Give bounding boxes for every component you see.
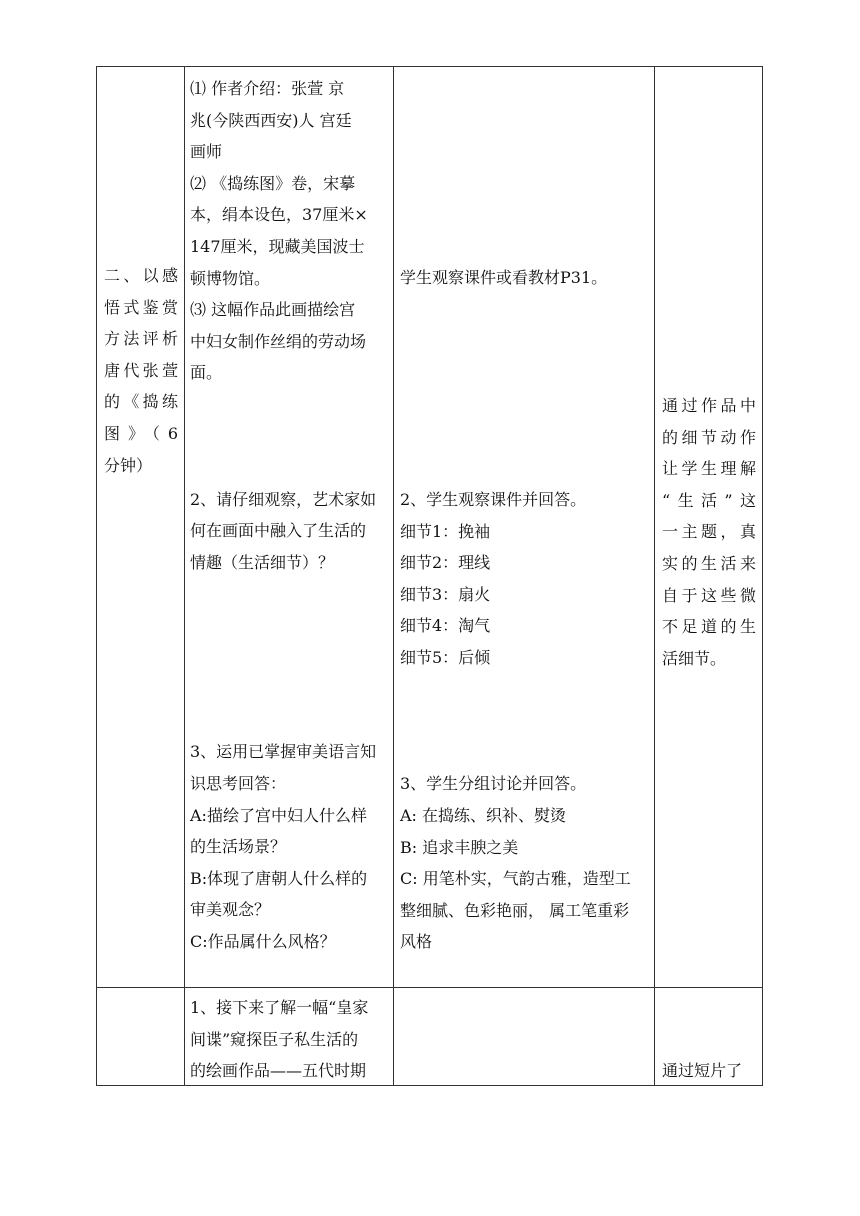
design-intent-cell xyxy=(662,390,756,674)
teacher-line: 147厘米，现藏美国波士 xyxy=(190,236,365,256)
intent-line: 一主题，真 xyxy=(662,522,756,542)
spacer xyxy=(400,737,650,769)
spacer xyxy=(190,579,390,611)
table-column-divider-3 xyxy=(654,66,655,1086)
teacher-line: 何在画面中融入了生活的 xyxy=(190,521,367,541)
teacher-activity-cell xyxy=(190,73,390,958)
teacher-line: 情趣（生活细节）？ xyxy=(190,552,335,572)
intent-line: 通过作品中 xyxy=(662,396,756,415)
intent-line: “生活”这 xyxy=(662,490,756,510)
stage-title-line: 的《捣练 xyxy=(104,392,178,412)
stage-title-line: 悟式鉴赏 xyxy=(104,297,178,317)
student-line: 细节1：挽袖 xyxy=(400,521,491,541)
teacher-line: 顿博物馆。 xyxy=(190,268,271,288)
table-column-divider-2 xyxy=(393,66,394,1086)
student-line: 整细腻、色彩艳丽， 属工笔重彩 xyxy=(400,900,630,920)
student-line: C: 用笔朴实，气韵古雅，造型工 xyxy=(400,869,631,889)
intent-line: 让学生理解 xyxy=(662,459,756,479)
teacher-line: 面。 xyxy=(190,363,223,383)
teacher-line: ⑴ 作者介绍：张萱 京 xyxy=(190,79,345,98)
teacher-line: 的生活场景？ xyxy=(190,837,287,857)
teacher-line: 间谍”窥探臣子私生活的 xyxy=(190,1029,359,1049)
teacher-line: 中妇女制作丝绢的劳动场 xyxy=(190,331,367,351)
intent-line: 不足道的生 xyxy=(662,617,756,637)
design-intent-cell-row2 xyxy=(662,1055,760,1087)
student-line: 细节4：淘气 xyxy=(400,616,491,636)
teacher-line: 画师 xyxy=(190,142,223,162)
intent-line: 通过短片了 xyxy=(662,1061,743,1080)
intent-line: 的细节动作 xyxy=(662,427,756,447)
stage-title-line: 分钟） xyxy=(104,455,153,475)
student-line: 细节2：理线 xyxy=(400,553,491,573)
student-line: 细节3：扇火 xyxy=(400,584,491,604)
student-line: B: 追求丰腴之美 xyxy=(400,837,519,857)
student-activity-cell xyxy=(400,484,650,958)
teacher-line: ⑵ 《捣练图》卷，宋摹 xyxy=(190,173,356,193)
spacer xyxy=(190,673,390,705)
teacher-line: 的绘画作品——五代时期 xyxy=(190,1061,367,1081)
teacher-line: 1、接下来了解一幅“皇家 xyxy=(190,998,369,1017)
stage-title-cell xyxy=(104,260,178,481)
intent-line: 实的生活来 xyxy=(662,553,756,573)
spacer xyxy=(190,389,390,421)
teacher-line: B:体现了唐朝人什么样的 xyxy=(190,868,368,888)
teacher-line: ⑶ 这幅作品此画描绘宫 xyxy=(190,300,356,320)
student-line: 3、学生分组讨论并回答。 xyxy=(400,774,587,794)
stage-title-line: 方法评析 xyxy=(104,329,178,349)
teacher-line: C:作品属什么风格？ xyxy=(190,932,336,952)
student-line: 风格 xyxy=(400,932,433,952)
spacer xyxy=(400,705,650,737)
teacher-line: 3、运用已掌握审美语言知 xyxy=(190,742,377,762)
spacer xyxy=(190,452,390,484)
table-border-left xyxy=(96,66,97,1086)
intent-line: 活细节。 xyxy=(662,648,727,668)
student-line: A: 在捣练、织补、熨烫 xyxy=(400,805,567,825)
stage-title-line: 唐代张萱 xyxy=(104,360,178,380)
student-line: 2、学生观察课件并回答。 xyxy=(400,490,587,509)
student-activity-first xyxy=(400,262,650,294)
table-border-right xyxy=(762,66,763,1086)
stage-title-line: 二、以感 xyxy=(104,266,178,285)
spacer xyxy=(190,642,390,674)
teacher-line: 审美观念？ xyxy=(190,900,271,920)
teacher-line: 兆(今陕西西安)人 宫廷 xyxy=(190,110,352,130)
intent-line: 自于这些微 xyxy=(662,585,756,605)
student-line: 细节5：后倾 xyxy=(400,647,491,667)
spacer xyxy=(190,705,390,737)
teacher-activity-cell-row2 xyxy=(190,992,390,1087)
teacher-line: 本，绢本设色，37厘米× xyxy=(190,205,368,225)
table-column-divider-1 xyxy=(184,66,185,1086)
table-row-divider xyxy=(96,987,763,988)
table-border-top xyxy=(96,66,763,67)
teacher-line: 识思考回答： xyxy=(190,774,287,794)
spacer xyxy=(190,421,390,453)
spacer xyxy=(190,610,390,642)
spacer xyxy=(400,674,650,706)
teacher-line: A:描绘了宫中妇人什么样 xyxy=(190,805,367,825)
stage-title-line: 图》（6 xyxy=(104,423,178,443)
teacher-line: 2、请仔细观察，艺术家如 xyxy=(190,489,377,509)
student-line: 学生观察课件或看教材P31。 xyxy=(400,268,608,287)
